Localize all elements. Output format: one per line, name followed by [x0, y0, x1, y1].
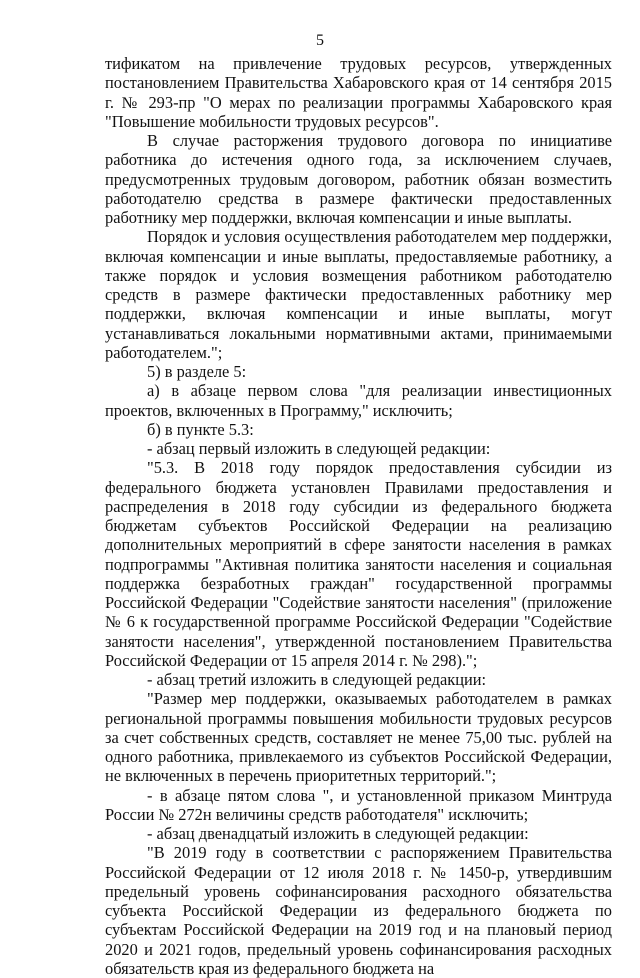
- item-b: б) в пункте 5.3:: [147, 419, 254, 439]
- item-section-5: 5) в разделе 5:: [147, 362, 247, 381]
- bullet-fifth-paragraph: - в абзаце пятом слова ", и установленной приказом Минтруда России № 272н величины средств работодателя" исключить;: [105, 785, 612, 824]
- bullet-twelfth-paragraph: - абзац двенадцатый изложить в следующей редакции:: [147, 824, 529, 843]
- paragraph-continuation: тификатом на привлечение трудовых ресурсов, утвержденных постановлением Правительства Хабаровского края от 14 сентября 2015 г. № 293-пр "О мерах по реализации программы Хабаровского края "Повышение мобильности трудовых ресурсов".: [105, 54, 612, 131]
- paragraph-procedure: Порядок и условия осуществления работодателем мер поддержки, включая компенсации и иные выплаты, предоставляемые работнику, а также порядок и условия возмещения работником работодателю средств в размере фактически предоставленных работнику мер поддержки, включая компенсации и иные выплаты, могут устанавливаться локальными нормативными актами, принимаемыми работодателем.";: [105, 227, 612, 362]
- paragraph-termination-clause: В случае расторжения трудового договора по инициативе работника до истечения одного года, за исключением случаев, предусмотренных трудовым договором, работник обязан возместить работодателю средства в размере фактически предоставленных работнику мер поддержки, включая компенсации и иные выплаты.: [105, 131, 612, 227]
- bullet-first-paragraph: - абзац первый изложить в следующей редакции:: [147, 439, 491, 458]
- document-body: [105, 54, 612, 978]
- item-a: а) в абзаце первом слова "для реализации инвестиционных проектов, включенных в Программу," исключить;: [105, 381, 612, 420]
- quote-5-3: "5.3. В 2018 году порядок предоставления субсидии из федерального бюджета установлен Правилами предоставления и распределения в 2018 году субсидии из федерального бюджета бюджетам субъектов Российской Федерации на реализацию дополнительных мероприятий в сфере занятости населения в рамках подпрограммы "Активная политика занятости населения и социальная поддержка безработных граждан" государственной программы Российской Федерации "Содействие занятости населения" (приложение № 6 к государственной программе Российской Федерации "Содействие занятости населения", утвержденной постановлением Правительства Российской Федерации от 15 апреля 2014 г. № 298).";: [105, 458, 612, 670]
- quote-2019: "В 2019 году в соответствии с распоряжением Правительства Российской Федерации от 12 июля 2018 г. № 1450-р, утвердившим предельный уровень софинансирования расходного обязательства субъекта Российской Федерации из федерального бюджета по субъектам Российской Федерации на 2019 год и на плановый период 2020 и 2021 годов, предельный уровень софинансирования расходных обязательств края из федерального бюджета на: [105, 843, 612, 978]
- bullet-third-paragraph: - абзац третий изложить в следующей редакции:: [147, 670, 487, 689]
- page-number: 5: [316, 32, 324, 49]
- quote-support-size: "Размер мер поддержки, оказываемых работодателем в рамках региональной программы повышения мобильности трудовых ресурсов за счет собственных средств, составляет не менее 75,00 тыс. рублей на одного работника, привлекаемого из субъектов Российской Федерации, не включенных в перечень приоритетных территорий.";: [105, 689, 612, 786]
